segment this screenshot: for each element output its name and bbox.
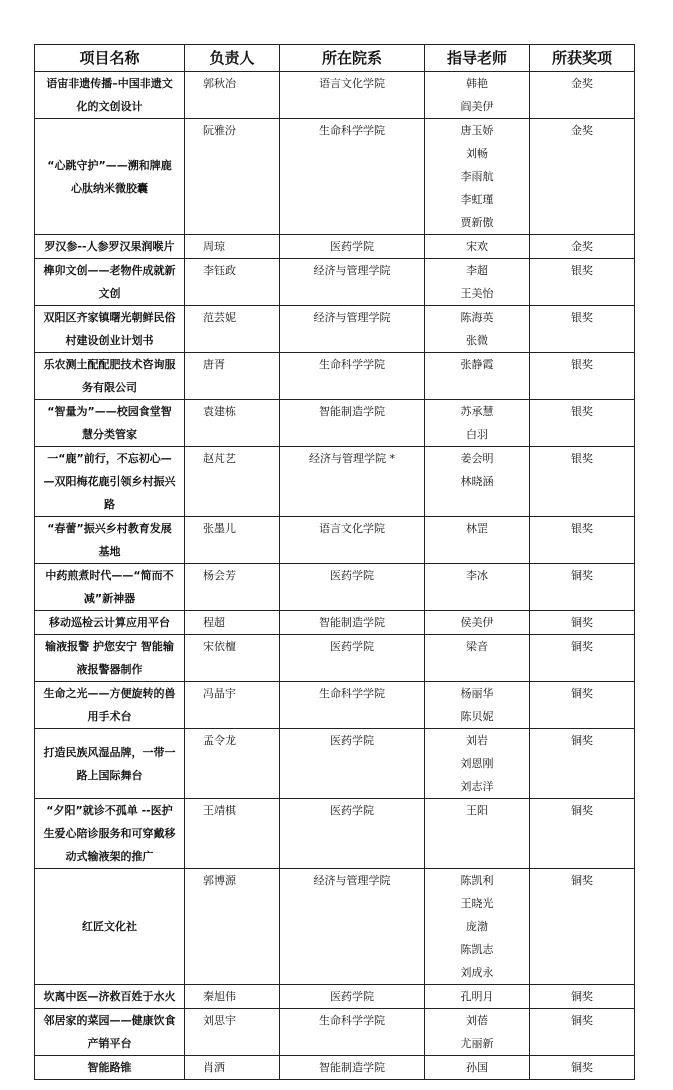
award-cell: 铜奖 bbox=[530, 611, 635, 635]
teacher-cell bbox=[425, 869, 530, 985]
project-name-line: 生爱心陪诊服务和可穿戴移 bbox=[43, 827, 176, 840]
teacher-cell bbox=[425, 517, 530, 564]
college-cell: 医药学院 bbox=[280, 729, 425, 799]
award-cell: 铜奖 bbox=[530, 1056, 635, 1080]
project-name-line: 村建设创业计划书 bbox=[65, 334, 154, 347]
award-cell: 银奖 bbox=[530, 353, 635, 400]
project-name-line: 生命之光——方便旋转的兽 bbox=[43, 687, 176, 700]
teacher-cell bbox=[425, 447, 530, 517]
table-row bbox=[35, 517, 635, 564]
teacher-name: 陈凯利 bbox=[460, 874, 494, 887]
teacher-name: 苏承慧 bbox=[460, 405, 494, 418]
table-row bbox=[35, 235, 635, 259]
project-name-line: 输液报警 护您安宁 智能输 bbox=[45, 640, 174, 653]
award-cell: 金奖 bbox=[530, 235, 635, 259]
teacher-cell bbox=[425, 353, 530, 400]
project-name-cell bbox=[35, 400, 185, 447]
teacher-name: 梁音 bbox=[466, 640, 488, 653]
teacher-name: 刘成永 bbox=[460, 966, 494, 979]
leader-cell: 范芸妮 bbox=[185, 306, 280, 353]
college-cell: 经济与管理学院 bbox=[280, 259, 425, 306]
header-leader: 负责人 bbox=[185, 45, 280, 72]
award-cell: 铜奖 bbox=[530, 799, 635, 869]
leader-cell: 杨会芳 bbox=[185, 564, 280, 611]
college-cell: 生命科学学院 bbox=[280, 682, 425, 729]
college-cell: 经济与管理学院 bbox=[280, 869, 425, 985]
leader-cell: 阮雅汾 bbox=[185, 119, 280, 235]
project-name-line: 路上国际舞台 bbox=[76, 768, 143, 782]
project-name-line: 双阳区齐家镇曙光朝鲜民俗 bbox=[43, 311, 176, 324]
teacher-name: 刘畅 bbox=[466, 147, 488, 160]
teacher-name: 杨丽华 bbox=[460, 687, 494, 700]
college-cell: 语言文化学院 bbox=[280, 517, 425, 564]
teacher-cell bbox=[425, 306, 530, 353]
teacher-cell bbox=[425, 682, 530, 729]
project-name-line: 动式输液架的推广 bbox=[65, 850, 154, 863]
college-cell: 语言文化学院 bbox=[280, 72, 425, 119]
leader-cell: 孟令龙 bbox=[185, 729, 280, 799]
leader-cell: 肖洒 bbox=[185, 1056, 280, 1080]
project-name-line: 打造民族风湿品牌，一带一 bbox=[43, 745, 176, 759]
teacher-name: 王美怡 bbox=[460, 287, 494, 300]
teacher-name: 韩艳 bbox=[466, 77, 488, 90]
leader-cell: 唐胥 bbox=[185, 353, 280, 400]
teacher-cell bbox=[425, 72, 530, 119]
teacher-name: 孔明月 bbox=[460, 990, 494, 1003]
teacher-name: 宋欢 bbox=[466, 240, 488, 253]
table-row bbox=[35, 1009, 635, 1056]
college-cell: 医药学院 bbox=[280, 635, 425, 682]
award-cell: 金奖 bbox=[530, 119, 635, 235]
table-row bbox=[35, 400, 635, 447]
project-name-line: 中药煎煮时代——“简而不 bbox=[45, 569, 174, 582]
table-row bbox=[35, 729, 635, 799]
project-name-cell bbox=[35, 611, 185, 635]
teacher-name: 刘恩刚 bbox=[460, 757, 494, 770]
teacher-cell bbox=[425, 1056, 530, 1080]
college-cell: 生命科学学院 bbox=[280, 119, 425, 235]
project-name-line: “夕阳”就诊不孤单 --医护 bbox=[46, 804, 173, 817]
teacher-cell bbox=[425, 635, 530, 682]
teacher-name: 尤丽新 bbox=[460, 1037, 494, 1050]
table-row bbox=[35, 985, 635, 1009]
project-name-cell bbox=[35, 985, 185, 1009]
college-cell: 生命科学学院 bbox=[280, 1009, 425, 1056]
teacher-name: 姜会明 bbox=[460, 452, 494, 465]
teacher-cell bbox=[425, 564, 530, 611]
teacher-name: 李冰 bbox=[466, 569, 488, 582]
award-cell: 银奖 bbox=[530, 306, 635, 353]
project-name-cell bbox=[35, 447, 185, 517]
award-cell: 铜奖 bbox=[530, 985, 635, 1009]
header-award: 所获奖项 bbox=[530, 45, 635, 72]
project-name-cell bbox=[35, 306, 185, 353]
project-name-line: 一“鹿”前行，不忘初心— bbox=[47, 452, 172, 465]
teacher-name: 陈海英 bbox=[460, 311, 494, 324]
award-cell: 银奖 bbox=[530, 259, 635, 306]
table-row bbox=[35, 353, 635, 400]
college-cell: 智能制造学院 bbox=[280, 400, 425, 447]
table-row bbox=[35, 119, 635, 235]
table-row bbox=[35, 447, 635, 517]
leader-cell: 郭秋冶 bbox=[185, 72, 280, 119]
leader-cell: 宋依檀 bbox=[185, 635, 280, 682]
teacher-name: 贾新傲 bbox=[460, 216, 494, 229]
project-name-cell bbox=[35, 635, 185, 682]
teacher-name: 林罡 bbox=[466, 522, 488, 535]
project-name-line: 化的文创设计 bbox=[76, 100, 143, 113]
teacher-name: 唐玉娇 bbox=[460, 124, 494, 137]
project-name-cell bbox=[35, 682, 185, 729]
project-name-cell bbox=[35, 235, 185, 259]
teacher-name: 王阳 bbox=[466, 804, 488, 817]
teacher-name: 侯美伊 bbox=[460, 616, 494, 629]
award-cell: 银奖 bbox=[530, 447, 635, 517]
project-name-line: 路 bbox=[104, 498, 115, 511]
project-name-line: 慧分类管家 bbox=[82, 428, 137, 441]
project-name-line: 产销平台 bbox=[87, 1037, 132, 1050]
leader-cell: 赵芃艺 bbox=[185, 447, 280, 517]
leader-cell: 袁建栋 bbox=[185, 400, 280, 447]
teacher-name: 阎美伊 bbox=[460, 100, 494, 113]
project-name-cell bbox=[35, 72, 185, 119]
project-name-line: 邻居家的菜园——健康饮食 bbox=[43, 1014, 176, 1027]
teacher-cell bbox=[425, 119, 530, 235]
leader-cell: 王靖棋 bbox=[185, 799, 280, 869]
award-cell: 银奖 bbox=[530, 400, 635, 447]
teacher-cell bbox=[425, 985, 530, 1009]
project-name-line: 罗汉参--人参罗汉果润喉片 bbox=[44, 240, 175, 253]
college-cell: 医药学院 bbox=[280, 799, 425, 869]
teacher-name: 林晓涵 bbox=[460, 475, 494, 488]
project-name-cell bbox=[35, 1056, 185, 1080]
project-name-line: 坎离中医—济救百姓于水火 bbox=[43, 990, 176, 1003]
award-cell: 金奖 bbox=[530, 72, 635, 119]
header-project-name: 项目名称 bbox=[35, 45, 185, 72]
college-cell: 医药学院 bbox=[280, 235, 425, 259]
college-cell: 经济与管理学院 bbox=[280, 306, 425, 353]
project-name-line: 用手术台 bbox=[87, 710, 132, 723]
teacher-name: 孙国 bbox=[466, 1061, 488, 1074]
award-cell: 铜奖 bbox=[530, 635, 635, 682]
project-name-line: 红匠文化社 bbox=[82, 920, 137, 933]
leader-cell: 刘思宇 bbox=[185, 1009, 280, 1056]
teacher-name: 刘岩 bbox=[466, 734, 488, 747]
leader-cell: 秦旭伟 bbox=[185, 985, 280, 1009]
teacher-cell bbox=[425, 1009, 530, 1056]
project-name-line: “心跳守护”——溯和牌鹿 bbox=[47, 158, 172, 172]
table-row bbox=[35, 1056, 635, 1080]
college-cell: 智能制造学院 bbox=[280, 1056, 425, 1080]
table-row bbox=[35, 72, 635, 119]
header-row bbox=[35, 45, 635, 72]
project-name-line: “智量为”——校园食堂智 bbox=[47, 405, 172, 418]
teacher-name: 刘志洋 bbox=[460, 780, 494, 793]
award-cell: 铜奖 bbox=[530, 682, 635, 729]
table-row bbox=[35, 306, 635, 353]
table-row bbox=[35, 635, 635, 682]
table-row bbox=[35, 564, 635, 611]
table-row bbox=[35, 259, 635, 306]
teacher-name: 陈贝妮 bbox=[460, 710, 494, 723]
table-row bbox=[35, 682, 635, 729]
award-cell: 银奖 bbox=[530, 517, 635, 564]
project-name-line: “春蕾”振兴乡村教育发展 bbox=[47, 522, 172, 535]
leader-cell: 郭博源 bbox=[185, 869, 280, 985]
teacher-name: 张微 bbox=[466, 334, 488, 347]
teacher-name: 刘蓓 bbox=[466, 1014, 488, 1027]
project-name-cell bbox=[35, 799, 185, 869]
award-cell: 铜奖 bbox=[530, 564, 635, 611]
project-name-line: 智能路锥 bbox=[87, 1061, 132, 1074]
teacher-name: 白羽 bbox=[466, 428, 488, 441]
teacher-cell bbox=[425, 259, 530, 306]
header-college: 所在院系 bbox=[280, 45, 425, 72]
college-cell: 智能制造学院 bbox=[280, 611, 425, 635]
project-name-cell bbox=[35, 564, 185, 611]
award-cell: 铜奖 bbox=[530, 869, 635, 985]
project-name-line: 文创 bbox=[98, 287, 121, 300]
project-name-cell bbox=[35, 729, 185, 799]
college-cell: 经济与管理学院 * bbox=[280, 447, 425, 517]
project-name-cell bbox=[35, 1009, 185, 1056]
teacher-name: 王晓光 bbox=[460, 897, 494, 910]
award-cell: 铜奖 bbox=[530, 729, 635, 799]
project-name-cell bbox=[35, 353, 185, 400]
teacher-name: 陈凯志 bbox=[460, 943, 494, 956]
award-table bbox=[34, 44, 635, 1080]
project-name-line: 心肽纳米微胶囊 bbox=[71, 181, 148, 195]
project-name-cell bbox=[35, 119, 185, 235]
header-teacher: 指导老师 bbox=[425, 45, 530, 72]
leader-cell: 冯晶宇 bbox=[185, 682, 280, 729]
project-name-line: 液报警器制作 bbox=[76, 663, 143, 676]
project-name-line: 语宙非遗传播–中国非遗文 bbox=[46, 77, 173, 90]
project-name-line: 务有限公司 bbox=[82, 381, 137, 394]
leader-cell: 程超 bbox=[185, 611, 280, 635]
teacher-cell bbox=[425, 729, 530, 799]
project-name-cell bbox=[35, 869, 185, 985]
project-name-cell bbox=[35, 259, 185, 306]
project-name-line: 移动巡检云计算应用平台 bbox=[49, 616, 170, 629]
table-row bbox=[35, 799, 635, 869]
award-cell: 铜奖 bbox=[530, 1009, 635, 1056]
college-cell: 医药学院 bbox=[280, 564, 425, 611]
college-cell: 生命科学学院 bbox=[280, 353, 425, 400]
table-row bbox=[35, 869, 635, 985]
project-name-line: 榫卯文创——老物件成就新 bbox=[43, 264, 176, 277]
college-cell: 医药学院 bbox=[280, 985, 425, 1009]
leader-cell: 张墨儿 bbox=[185, 517, 280, 564]
teacher-cell bbox=[425, 235, 530, 259]
teacher-name: 李雨航 bbox=[460, 170, 494, 183]
project-name-line: —双阳梅花鹿引领乡村振兴 bbox=[43, 475, 176, 488]
teacher-name: 张静霞 bbox=[460, 358, 494, 371]
leader-cell: 李钰政 bbox=[185, 259, 280, 306]
project-name-line: 基地 bbox=[98, 545, 121, 558]
leader-cell: 周琼 bbox=[185, 235, 280, 259]
teacher-cell bbox=[425, 799, 530, 869]
project-name-line: 乐农测土配配肥技术咨询服 bbox=[43, 358, 176, 371]
project-name-line: 减”新神器 bbox=[83, 592, 136, 605]
teacher-cell bbox=[425, 400, 530, 447]
teacher-name: 庞渤 bbox=[466, 920, 488, 933]
table-row bbox=[35, 611, 635, 635]
project-name-cell bbox=[35, 517, 185, 564]
teacher-name: 李虹瑾 bbox=[460, 193, 494, 206]
teacher-name: 李超 bbox=[466, 264, 488, 277]
teacher-cell bbox=[425, 611, 530, 635]
